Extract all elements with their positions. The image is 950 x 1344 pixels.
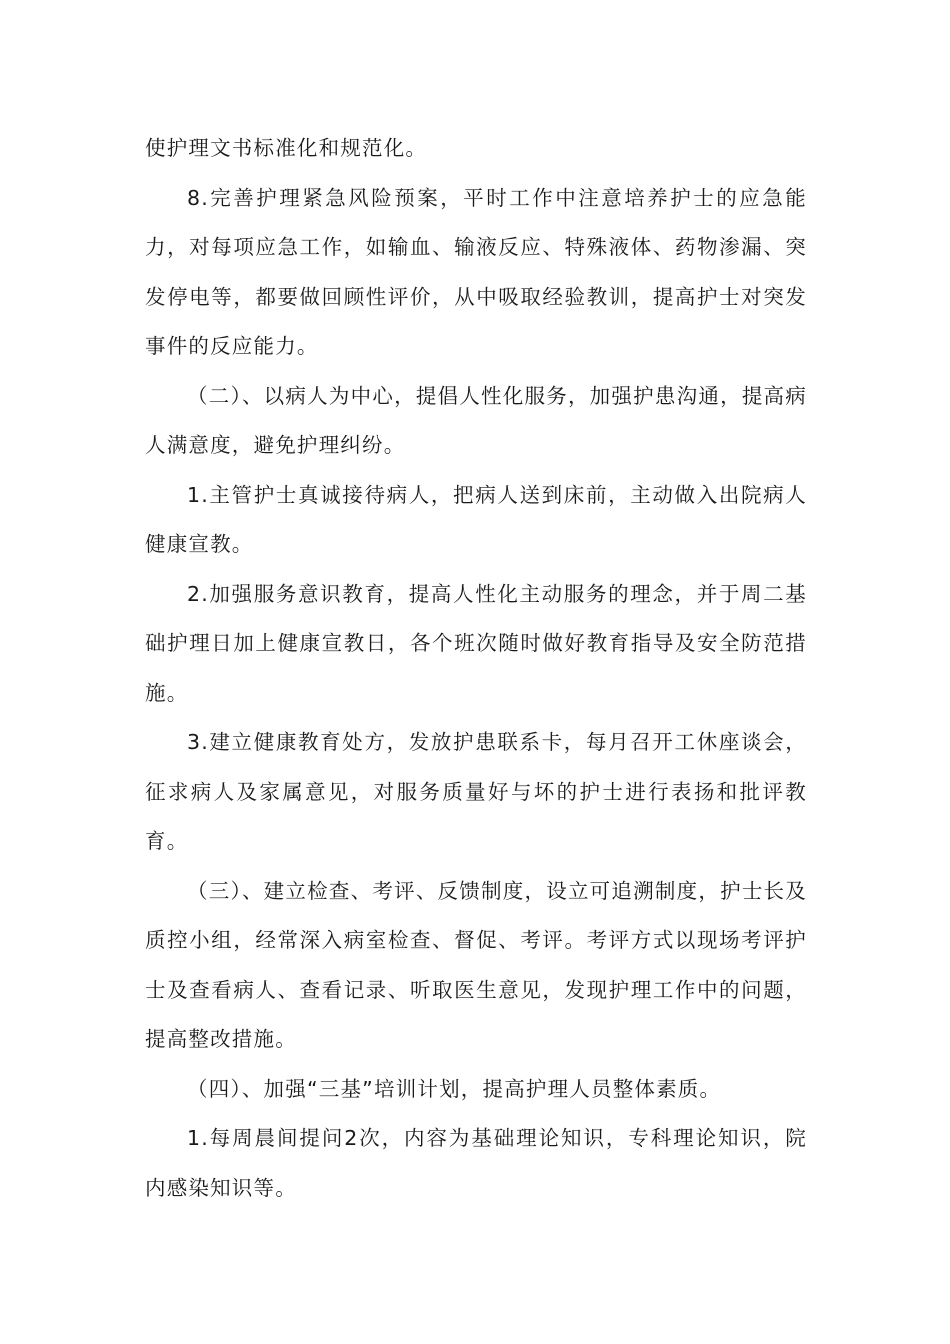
paragraph-item-8: 8.完善护理紧急风险预案，平时工作中注意培养护士的应急能力，对每项应急工作，如输血、输液反应、特殊液体、药物渗漏、突发停电等，都要做回顾性评价，从中吸取经验教训，提高护士对突发事件的反应能力。 (145, 185, 807, 358)
paragraph-item-3: 3.建立健康教育处方，发放护患联系卡，每月召开工休座谈会，征求病人及家属意见，对服务质量好与坏的护士进行表扬和批评教育。 (145, 730, 807, 853)
section-heading-2: （二）、以病人为中心，提倡人性化服务，加强护患沟通，提高病人满意度，避免护理纠纷。 (145, 383, 807, 457)
paragraph-continuation: 使护理文书标准化和规范化。 (145, 136, 428, 160)
paragraph-item-2: 2.加强服务意识教育，提高人性化主动服务的理念，并于周二基础护理日加上健康宣教日，各个班次随时做好教育指导及安全防范措施。 (145, 581, 807, 705)
section-heading-3: （三）、建立检查、考评、反馈制度，设立可追溯制度，护士长及质控小组，经常深入病室检查、督促、考评。考评方式以现场考评护士及查看病人、查看记录、听取医生意见，发现护理工作中的问题，提高整改措施。 (145, 878, 807, 1051)
paragraph-item-1-training: 1.每周晨间提问2次，内容为基础理论知识，专科理论知识，院内感染知识等。 (145, 1126, 807, 1200)
paragraph-item-1: 1.主管护士真诚接待病人，把病人送到床前，主动做入出院病人健康宣教。 (145, 482, 807, 556)
document-body (145, 124, 807, 1213)
section-heading-4: （四）、加强“三基”培训计划，提高护理人员整体素质。 (187, 1076, 722, 1101)
